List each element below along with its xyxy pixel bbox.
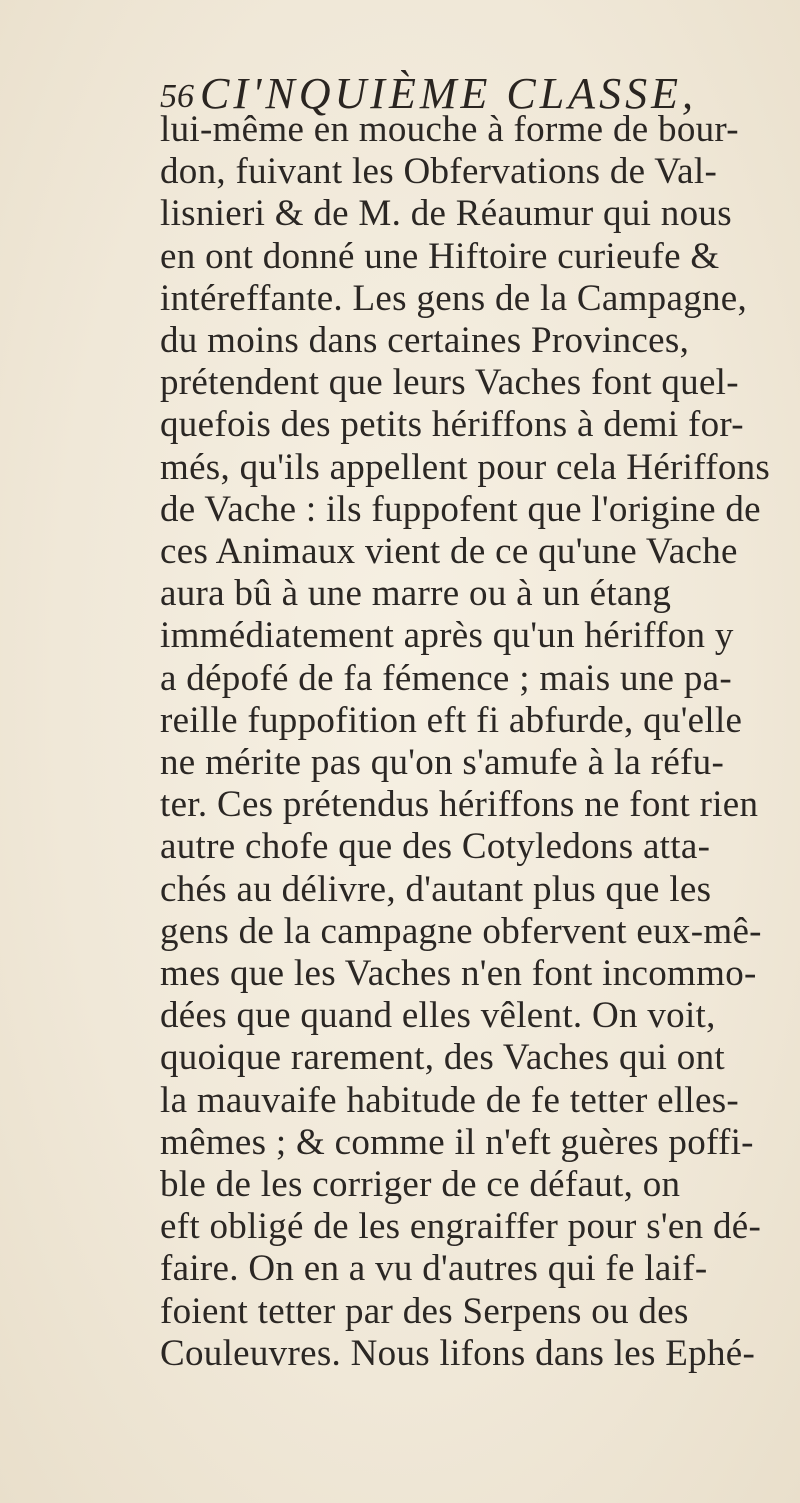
text-line: ble de les corriger de ce défaut, on [160, 1164, 681, 1205]
text-line: don, fuivant les Obfervations de Val- [160, 151, 718, 193]
text-line: lisnieri & de M. de Réaumur qui nous [160, 193, 732, 235]
running-head: CI'NQUIÈME CLASSE, [200, 69, 697, 118]
text-line: mêmes ; & comme il n'eft guères poffi- [160, 1121, 754, 1163]
text-line: dées que quand elles vêlent. On voit, [160, 995, 716, 1037]
text-line: més, qu'ils appellent pour cela Hériffons [160, 446, 771, 488]
text-line: autre chofe que des Cotyledons atta- [160, 826, 711, 868]
text-line: intéreffante. Les gens de la Campagne, [160, 277, 748, 319]
text-line: faire. On en a vu d'autres qui fe laif- [160, 1248, 708, 1290]
text-line: quoique rarement, des Vaches qui ont [160, 1037, 725, 1079]
text-line: ces Animaux vient de ce qu'une Vache [160, 531, 738, 572]
text-line: lui-même en mouche à forme de bour- [160, 109, 739, 150]
text-line: a dépofé de fa fémence ; mais une pa- [160, 657, 732, 699]
text-line: gens de la campagne obfervent eux-mê- [160, 910, 762, 952]
text-line: du moins dans certaines Provinces, [160, 320, 690, 361]
text-line: prétendent que leurs Vaches font quel- [160, 362, 739, 404]
text-line: foient tetter par des Serpens ou des [160, 1290, 689, 1332]
text-line: chés au délivre, d'autant plus que les [160, 868, 712, 910]
page-number: 56 [160, 78, 194, 115]
text-line: reille fuppofition eft fi abfurde, qu'elle [160, 699, 743, 741]
text-line: ne mérite pas qu'on s'amufe à la réfu- [160, 742, 725, 783]
text-line: quefois des petits hériffons à demi for- [160, 404, 744, 446]
text-line: immédiatement après qu'un hériffon y [160, 615, 734, 657]
text-line: en ont donné une Hiftoire curieufe & [160, 235, 720, 277]
text-line: de Vache : ils fuppofent que l'origine de [160, 488, 761, 530]
text-line: aura bû à une marre ou à un étang [160, 573, 672, 615]
text-line: mes que les Vaches n'en font incommo- [160, 953, 757, 994]
text-line: la mauvaife habitude de fe tetter elles- [160, 1079, 740, 1121]
text-line: eft obligé de les engraiffer pour s'en dé- [160, 1206, 762, 1248]
text-line: ter. Ces prétendus hériffons ne font rien [160, 784, 759, 826]
text-line: Couleuvres. Nous lifons dans les Ephé- [160, 1332, 756, 1374]
